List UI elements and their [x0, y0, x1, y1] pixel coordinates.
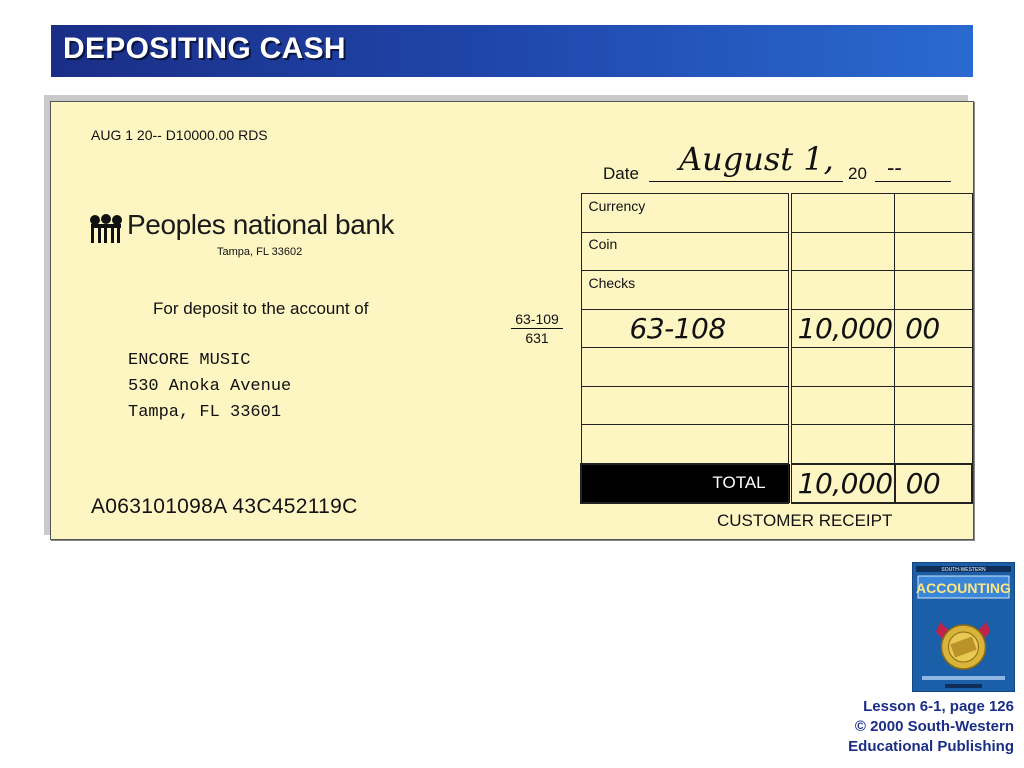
account-street: 530 Anoka Avenue — [128, 377, 292, 396]
row-label-currency: Currency — [588, 197, 646, 214]
check-dollars: 10,000 — [797, 311, 893, 345]
date-line — [649, 181, 843, 182]
total-dollars: 10,000 — [797, 466, 893, 500]
account-city: Tampa, FL 33601 — [128, 403, 282, 422]
bank-logo-icon — [89, 214, 125, 244]
table-row — [581, 194, 972, 233]
slide-footer — [848, 697, 1014, 757]
total-cents: 00 — [905, 466, 941, 500]
date-value: August 1, — [679, 140, 834, 178]
check-number: 63-108 — [629, 311, 726, 345]
row-label-coin: Coin — [588, 236, 618, 253]
table-row — [581, 348, 972, 387]
year-line — [875, 181, 951, 182]
table-row — [581, 386, 972, 425]
table-row — [581, 232, 972, 271]
book-title: ACCOUNTING — [916, 580, 1011, 596]
deposit-slip — [50, 101, 974, 540]
row-label-checks: Checks — [588, 274, 636, 291]
table-row — [581, 309, 972, 348]
bank-city: Tampa, FL 33602 — [217, 246, 303, 258]
book-publisher: SOUTH-WESTERN — [941, 567, 986, 573]
total-row — [581, 464, 972, 504]
account-name: ENCORE MUSIC — [128, 351, 251, 370]
routing-number-bottom: 631 — [525, 330, 549, 346]
slide-title: DEPOSITING CASH — [63, 32, 346, 65]
textbook-cover-image — [912, 562, 1015, 692]
routing-number-top: 63-109 — [511, 311, 563, 329]
bank-stamp: AUG 1 20-- D10000.00 RDS — [91, 127, 268, 143]
year-prefix: 20 — [848, 164, 867, 183]
footer-line-publisher: Educational Publishing — [848, 738, 1014, 755]
micr-line: A063101098A 43C452119C — [91, 495, 358, 518]
check-cents: 00 — [905, 311, 940, 345]
deposit-label: For deposit to the account of — [153, 299, 369, 318]
footer-line-lesson: Lesson 6-1, page 126 — [863, 698, 1014, 715]
date-label: Date — [603, 164, 639, 183]
slide-title-bar — [51, 25, 973, 77]
bank-name: Peoples national bank — [127, 209, 395, 240]
year-value: -- — [887, 156, 902, 181]
deposit-table — [580, 193, 973, 504]
footer-line-copyright: © 2000 South-Western — [854, 718, 1014, 735]
customer-receipt-label: CUSTOMER RECEIPT — [717, 511, 893, 530]
total-label: TOTAL — [712, 473, 766, 493]
table-row — [581, 425, 972, 464]
table-row — [581, 271, 972, 310]
